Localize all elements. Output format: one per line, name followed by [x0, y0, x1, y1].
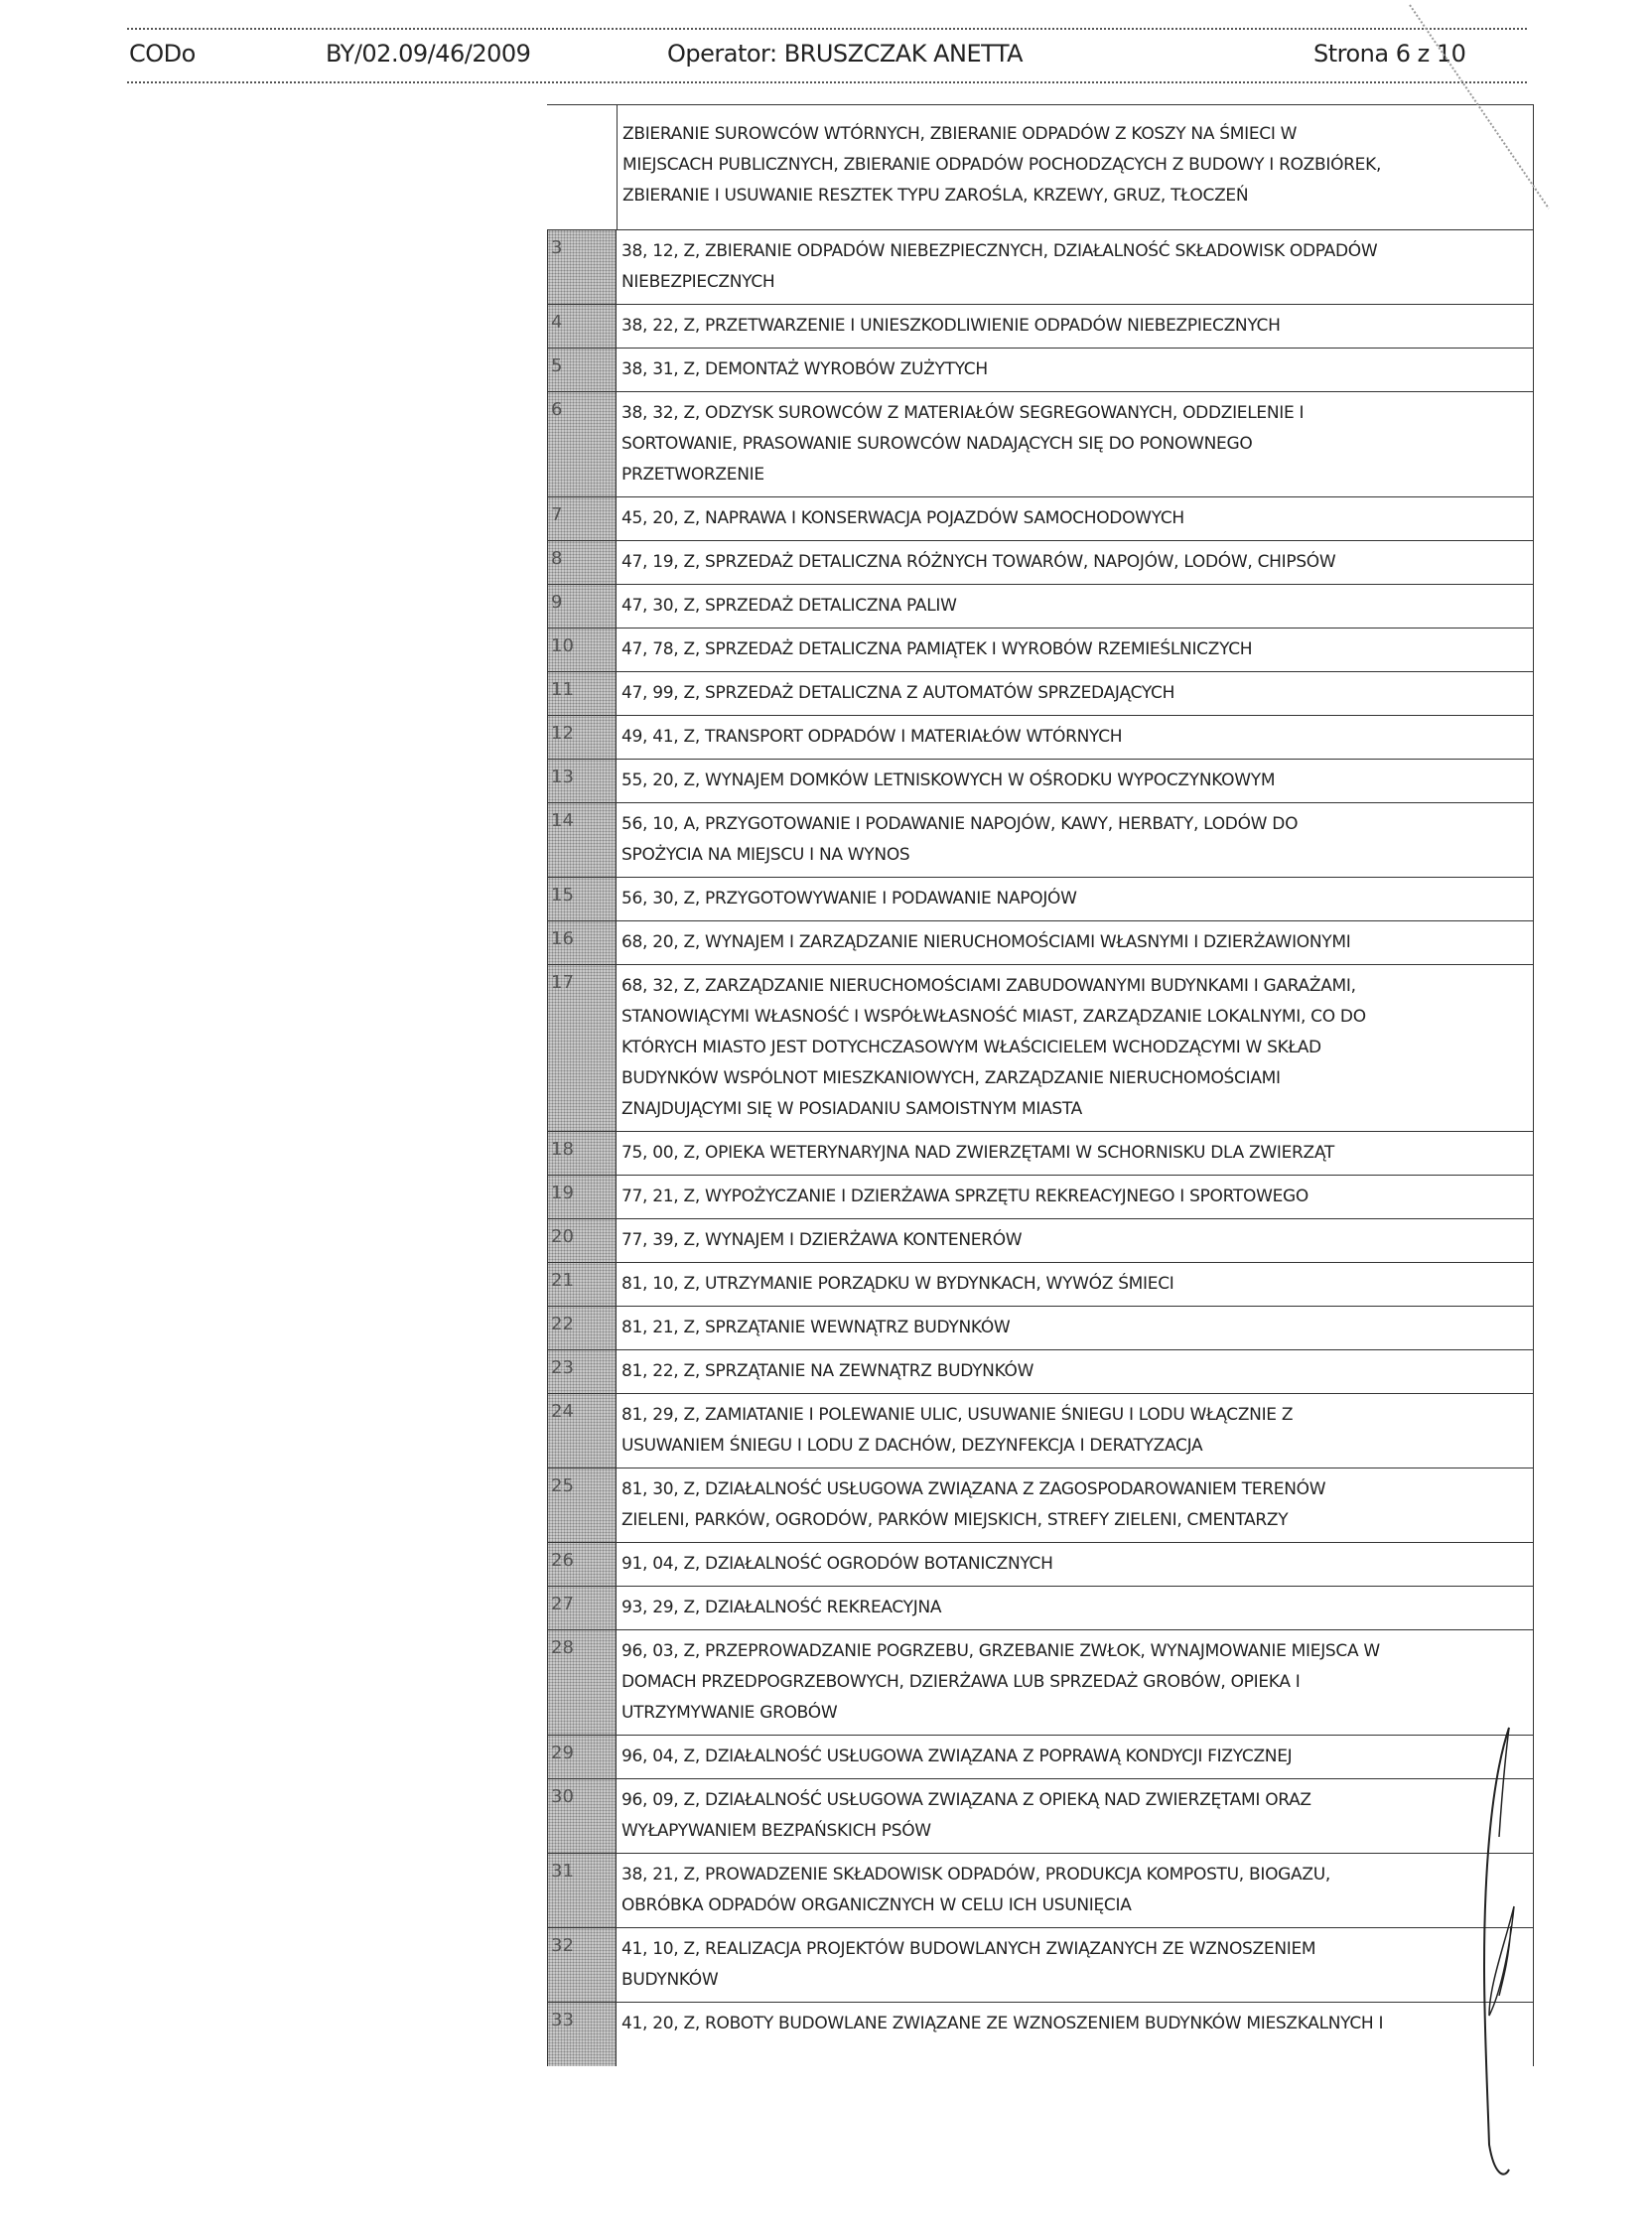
activity-description	[617, 921, 1534, 964]
row-number: 17	[547, 965, 617, 1131]
description-line: 81, 10, Z, UTRZYMANIE PORZĄDKU W BYDYNKACH, WYWÓZ ŚMIECI	[621, 1274, 1174, 1294]
activity-description	[617, 585, 1534, 628]
activity-description	[617, 1779, 1534, 1853]
activity-description	[617, 1263, 1534, 1306]
description-line: 38, 32, Z, ODZYSK SUROWCÓW Z MATERIAŁÓW SEGREGOWANYCH, ODDZIELENIE I	[621, 403, 1305, 423]
header-page-number: Strona 6 z 10	[1313, 40, 1466, 68]
table-row	[547, 1543, 1534, 1587]
description-line: USUWANIEM ŚNIEGU I LODU Z DACHÓW, DEZYNFEKCJA I DERATYZACJA	[621, 1436, 1203, 1456]
activity-description	[617, 305, 1534, 348]
row-number: 24	[547, 1394, 617, 1468]
description-line: ZNAJDUJĄCYMI SIĘ W POSIADANIU SAMOISTNYM MIASTA	[621, 1099, 1082, 1119]
row-number: 10	[547, 629, 617, 671]
description-line: STANOWIĄCYMI WŁASNOŚĆ I WSPÓŁWŁASNOŚĆ MIAST, ZARZĄDZANIE LOKALNYMI, CO DO	[621, 1007, 1366, 1027]
table-row	[547, 921, 1534, 965]
description-line: 38, 22, Z, PRZETWARZENIE I UNIESZKODLIWIENIE ODPADÓW NIEBEZPIECZNYCH	[621, 316, 1281, 336]
description-line: 47, 30, Z, SPRZEDAŻ DETALICZNA PALIW	[621, 596, 957, 616]
row-number	[547, 105, 617, 229]
activity-description	[617, 1928, 1534, 2002]
activity-description	[617, 803, 1534, 877]
activity-description	[617, 1394, 1534, 1468]
description-line: SORTOWANIE, PRASOWANIE SUROWCÓW NADAJĄCYCH SIĘ DO PONOWNEGO	[621, 434, 1253, 454]
activity-description	[617, 672, 1534, 715]
description-line: ZBIERANIE I USUWANIE RESZTEK TYPU ZAROŚLA, KRZEWY, GRUZ, TŁOCZEŃ	[622, 186, 1249, 206]
row-number: 16	[547, 921, 617, 964]
row-number: 6	[547, 392, 617, 496]
activity-description	[617, 392, 1534, 496]
row-number: 26	[547, 1543, 617, 1586]
description-line: 47, 78, Z, SPRZEDAŻ DETALICZNA PAMIĄTEK I WYROBÓW RZEMIEŚLNICZYCH	[621, 639, 1253, 659]
description-line: 38, 31, Z, DEMONTAŻ WYROBÓW ZUŻYTYCH	[621, 359, 988, 379]
table-row	[547, 349, 1534, 392]
description-line: 91, 04, Z, DZIAŁALNOŚĆ OGRODÓW BOTANICZNYCH	[621, 1554, 1053, 1574]
activity-description	[617, 349, 1534, 391]
description-line: DOMACH PRZEDPOGRZEBOWYCH, DZIERŻAWA LUB SPRZEDAŻ GROBÓW, OPIEKA I	[621, 1672, 1301, 1692]
activity-description	[617, 1587, 1534, 1629]
description-line: 38, 12, Z, ZBIERANIE ODPADÓW NIEBEZPIECZNYCH, DZIAŁALNOŚĆ SKŁADOWISK ODPADÓW	[621, 241, 1378, 261]
table-row	[547, 104, 1534, 230]
activity-description	[617, 1854, 1534, 1927]
table-row	[547, 803, 1534, 878]
row-number: 14	[547, 803, 617, 877]
description-line: SPOŻYCIA NA MIEJSCU I NA WYNOS	[621, 845, 910, 865]
description-line: 38, 21, Z, PROWADZENIE SKŁADOWISK ODPADÓW, PRODUKCJA KOMPOSTU, BIOGAZU,	[621, 1865, 1330, 1885]
description-line: ZBIERANIE SUROWCÓW WTÓRNYCH, ZBIERANIE ODPADÓW Z KOSZY NA ŚMIECI W	[622, 124, 1298, 144]
table-row	[547, 541, 1534, 585]
row-number: 4	[547, 305, 617, 348]
description-line: BUDYNKÓW WSPÓLNOT MIESZKANIOWYCH, ZARZĄDZANIE NIERUCHOMOŚCIAMI	[621, 1068, 1281, 1088]
description-line: 41, 20, Z, ROBOTY BUDOWLANE ZWIĄZANE ZE WZNOSZENIEM BUDYNKÓW MIESZKALNYCH I	[621, 2014, 1384, 2033]
description-line: 68, 32, Z, ZARZĄDZANIE NIERUCHOMOŚCIAMI ZABUDOWANYMI BUDYNKAMI I GARAŻAMI,	[621, 976, 1356, 996]
table-row	[547, 1779, 1534, 1854]
row-number: 30	[547, 1779, 617, 1853]
row-number: 20	[547, 1219, 617, 1262]
description-line: UTRZYMYWANIE GROBÓW	[621, 1703, 838, 1723]
description-line: WYŁAPYWANIEM BEZPAŃSKICH PSÓW	[621, 1821, 931, 1841]
table-row	[547, 2003, 1534, 2066]
header-operator: Operator: BRUSZCZAK ANETTA	[667, 40, 1024, 68]
table-row	[547, 585, 1534, 629]
activity-description	[617, 716, 1534, 759]
description-line: 56, 30, Z, PRZYGOTOWYWANIE I PODAWANIE NAPOJÓW	[621, 889, 1077, 909]
header-system: CODo	[129, 40, 196, 68]
table-row	[547, 1350, 1534, 1394]
row-number: 18	[547, 1132, 617, 1175]
row-number: 8	[547, 541, 617, 584]
table-row	[547, 305, 1534, 349]
row-number: 13	[547, 760, 617, 802]
description-line: OBRÓBKA ODPADÓW ORGANICZNYCH W CELU ICH USUNIĘCIA	[621, 1895, 1132, 1915]
description-line: MIEJSCACH PUBLICZNYCH, ZBIERANIE ODPADÓW POCHODZĄCYCH Z BUDOWY I ROZBIÓREK,	[622, 155, 1382, 175]
description-line: 55, 20, Z, WYNAJEM DOMKÓW LETNISKOWYCH W OŚRODKU WYPOCZYNKOWYM	[621, 770, 1276, 790]
description-line: KTÓRYCH MIASTO JEST DOTYCHCZASOWYM WŁAŚCICIELEM WCHODZĄCYMI W SKŁAD	[621, 1038, 1321, 1057]
table-row	[547, 1307, 1534, 1350]
description-line: 68, 20, Z, WYNAJEM I ZARZĄDZANIE NIERUCHOMOŚCIAMI WŁASNYMI I DZIERŻAWIONYMI	[621, 932, 1351, 952]
description-line: 81, 22, Z, SPRZĄTANIE NA ZEWNĄTRZ BUDYNKÓW	[621, 1361, 1034, 1381]
table-row	[547, 392, 1534, 497]
activity-description	[617, 1350, 1534, 1393]
activity-description	[617, 965, 1534, 1131]
description-line: 81, 29, Z, ZAMIATANIE I POLEWANIE ULIC, USUWANIE ŚNIEGU I LODU WŁĄCZNIE Z	[621, 1405, 1294, 1425]
description-line: ZIELENI, PARKÓW, OGRODÓW, PARKÓW MIEJSKICH, STREFY ZIELENI, CMENTARZY	[621, 1510, 1289, 1530]
description-line: 41, 10, Z, REALIZACJA PROJEKTÓW BUDOWLANYCH ZWIĄZANYCH ZE WZNOSZENIEM	[621, 1939, 1316, 1959]
row-number: 9	[547, 585, 617, 628]
table-row	[547, 230, 1534, 305]
table-row	[547, 760, 1534, 803]
row-number: 7	[547, 497, 617, 540]
row-number: 11	[547, 672, 617, 715]
row-number: 28	[547, 1630, 617, 1735]
table-row	[547, 1176, 1534, 1219]
table-row	[547, 965, 1534, 1132]
activity-description	[617, 1132, 1534, 1175]
table-row	[547, 1587, 1534, 1630]
activity-description	[617, 1307, 1534, 1349]
row-number: 3	[547, 230, 617, 304]
row-number: 15	[547, 878, 617, 920]
activity-description	[617, 1736, 1534, 1778]
table-row	[547, 1854, 1534, 1928]
row-number: 22	[547, 1307, 617, 1349]
row-number: 32	[547, 1928, 617, 2002]
activity-description	[617, 2003, 1534, 2066]
description-line: 96, 09, Z, DZIAŁALNOŚĆ USŁUGOWA ZWIĄZANA Z OPIEKĄ NAD ZWIERZĘTAMI ORAZ	[621, 1790, 1311, 1810]
activity-description	[617, 105, 1534, 229]
table-row	[547, 672, 1534, 716]
table-row	[547, 1219, 1534, 1263]
activity-description	[617, 541, 1534, 584]
row-number: 29	[547, 1736, 617, 1778]
activity-description	[617, 1219, 1534, 1262]
header-reference: BY/02.09/46/2009	[326, 40, 531, 68]
description-line: 45, 20, Z, NAPRAWA I KONSERWACJA POJAZDÓW SAMOCHODOWYCH	[621, 508, 1184, 528]
table-row	[547, 1132, 1534, 1176]
table-row	[547, 716, 1534, 760]
description-line: 81, 21, Z, SPRZĄTANIE WEWNĄTRZ BUDYNKÓW	[621, 1318, 1011, 1337]
description-line: 77, 21, Z, WYPOŻYCZANIE I DZIERŻAWA SPRZĘTU REKREACYJNEGO I SPORTOWEGO	[621, 1187, 1308, 1206]
activity-description	[617, 1543, 1534, 1586]
header-bottom-rule	[127, 81, 1527, 83]
table-row	[547, 497, 1534, 541]
description-line: 96, 04, Z, DZIAŁALNOŚĆ USŁUGOWA ZWIĄZANA Z POPRAWĄ KONDYCJI FIZYCZNEJ	[621, 1747, 1293, 1766]
description-line: 75, 00, Z, OPIEKA WETERYNARYJNA NAD ZWIERZĘTAMI W SCHORNISKU DLA ZWIERZĄT	[621, 1143, 1334, 1163]
description-line: PRZETWORZENIE	[621, 465, 764, 485]
row-number: 19	[547, 1176, 617, 1218]
activity-codes-table	[547, 104, 1534, 2066]
description-line: 49, 41, Z, TRANSPORT ODPADÓW I MATERIAŁÓW WTÓRNYCH	[621, 727, 1123, 747]
description-line: 77, 39, Z, WYNAJEM I DZIERŻAWA KONTENERÓW	[621, 1230, 1023, 1250]
activity-description	[617, 1630, 1534, 1735]
row-number: 5	[547, 349, 617, 391]
activity-description	[617, 230, 1534, 304]
description-line: 56, 10, A, PRZYGOTOWANIE I PODAWANIE NAPOJÓW, KAWY, HERBATY, LODÓW DO	[621, 814, 1299, 834]
row-number: 23	[547, 1350, 617, 1393]
activity-description	[617, 1468, 1534, 1542]
header-top-rule	[127, 28, 1527, 30]
table-row	[547, 1736, 1534, 1779]
description-line: BUDYNKÓW	[621, 1970, 719, 1990]
description-line: 47, 99, Z, SPRZEDAŻ DETALICZNA Z AUTOMATÓW SPRZEDAJĄCYCH	[621, 683, 1175, 703]
row-number: 12	[547, 716, 617, 759]
description-line: NIEBEZPIECZNYCH	[621, 272, 775, 292]
table-row	[547, 629, 1534, 672]
activity-description	[617, 760, 1534, 802]
row-number: 21	[547, 1263, 617, 1306]
row-number: 31	[547, 1854, 617, 1927]
description-line: 93, 29, Z, DZIAŁALNOŚĆ REKREACYJNA	[621, 1598, 942, 1617]
row-number: 25	[547, 1468, 617, 1542]
table-row	[547, 1468, 1534, 1543]
table-row	[547, 1263, 1534, 1307]
activity-description	[617, 497, 1534, 540]
activity-description	[617, 878, 1534, 920]
row-number: 27	[547, 1587, 617, 1629]
description-line: 47, 19, Z, SPRZEDAŻ DETALICZNA RÓŻNYCH TOWARÓW, NAPOJÓW, LODÓW, CHIPSÓW	[621, 552, 1336, 572]
activity-description	[617, 1176, 1534, 1218]
table-row	[547, 1394, 1534, 1468]
description-line: 81, 30, Z, DZIAŁALNOŚĆ USŁUGOWA ZWIĄZANA Z ZAGOSPODAROWANIEM TERENÓW	[621, 1479, 1326, 1499]
description-line: 96, 03, Z, PRZEPROWADZANIE POGRZEBU, GRZEBANIE ZWŁOK, WYNAJMOWANIE MIEJSCA W	[621, 1641, 1380, 1661]
row-number: 33	[547, 2003, 617, 2066]
table-row	[547, 1630, 1534, 1736]
table-row	[547, 1928, 1534, 2003]
activity-description	[617, 629, 1534, 671]
table-row	[547, 878, 1534, 921]
